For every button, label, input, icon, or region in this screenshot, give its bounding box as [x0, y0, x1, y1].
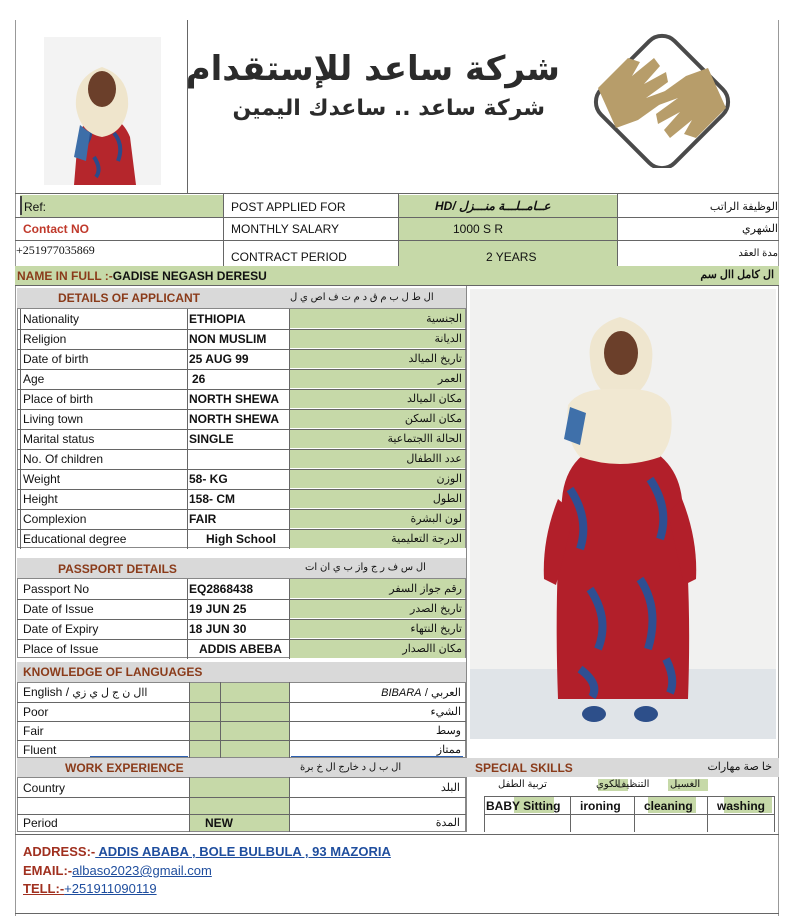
- name-label-ar: ال كامل اال سم: [700, 269, 774, 281]
- details-row-value: High School: [206, 532, 276, 546]
- details-title: DETAILS OF APPLICANT: [58, 291, 200, 305]
- language-level-label: Fluent: [23, 743, 57, 757]
- details-row-label: Age: [23, 372, 45, 386]
- contract-label: CONTRACT PERIOD: [231, 250, 347, 264]
- details-row-label: Date of birth: [23, 352, 89, 366]
- details-row-label: Nationality: [23, 312, 80, 326]
- work-title-ar: ال ب ل د خارج ال خ برة: [300, 762, 402, 773]
- language-level-label-ar: وسط: [436, 725, 461, 737]
- languages-title: KNOWLEDGE OF LANGUAGES: [23, 665, 203, 679]
- full-name-value: GADISE NEGASH DERESU: [112, 269, 267, 283]
- full-body-photo: [470, 289, 776, 739]
- passport-row-label-ar: مكان االصدار: [402, 643, 462, 655]
- details-row-label-ar: مكان الميالد: [406, 393, 462, 405]
- post-label-ar: الوظيفة الراتب: [709, 201, 778, 213]
- skills-title: SPECIAL SKILLS: [475, 761, 573, 775]
- hands-logo-icon: [588, 28, 736, 168]
- details-row-label: Complexion: [23, 512, 87, 526]
- skills-title-ar: خا صة مهارات: [707, 761, 772, 773]
- language-level-label: Fair: [23, 724, 44, 738]
- post-value: HD/ عــامــلـــة منـــزل: [435, 199, 551, 213]
- tell-link[interactable]: +251911090119: [64, 881, 157, 896]
- contact-value: +251977035869: [16, 243, 95, 257]
- skill-item: cleaning: [644, 799, 693, 813]
- skill-label-ar: تربية الطفل: [498, 779, 547, 790]
- details-row-label-ar: مكان السكن: [404, 413, 462, 425]
- work-country-label: Country: [23, 781, 66, 795]
- details-row-label: Educational degree: [23, 532, 127, 546]
- details-row-value: SINGLE: [189, 432, 234, 446]
- passport-row-label: Passport No: [23, 582, 90, 596]
- tell-line: TELL:-+251911090119: [23, 881, 157, 896]
- passport-row-label: Place of Issue: [23, 642, 99, 656]
- details-row-label-ar: الديانة: [434, 333, 462, 345]
- email-line: EMAIL:-albaso2023@gmail.com: [23, 863, 212, 878]
- contract-value: 2 YEARS: [486, 250, 537, 264]
- details-row-label: Marital status: [23, 432, 95, 446]
- address-line: ADDRESS:- ADDIS ABABA , BOLE BULBULA , 93 MAZORIA: [23, 844, 391, 859]
- details-row-label: No. Of children: [23, 452, 104, 466]
- work-title: WORK EXPERIENCE: [65, 761, 184, 775]
- passport-row-label: Date of Issue: [23, 602, 94, 616]
- salary-label: MONTHLY SALARY: [231, 222, 340, 236]
- details-row-label: Living town: [23, 412, 84, 426]
- address-value: ADDIS ABABA , BOLE BULBULA , 93 MAZORIA: [95, 844, 391, 859]
- details-title-ar: ال ط ل ب م ق د م ت ف اص ي ل: [290, 292, 434, 303]
- details-row-label-ar: الجنسية: [426, 313, 462, 325]
- details-row-value: 26: [192, 372, 206, 386]
- passport-photo: [44, 37, 161, 185]
- passport-row-value: 18 JUN 30: [189, 622, 247, 636]
- passport-row-value: EQ2868438: [189, 582, 254, 596]
- details-row-value: FAIR: [189, 512, 217, 526]
- passport-row-label-ar: تاريخ النتهاء: [410, 623, 462, 635]
- details-row-value: 158- CM: [189, 492, 236, 506]
- skill-label-ar: الغسيل: [670, 779, 701, 790]
- work-country-ar: البلد: [440, 782, 460, 794]
- details-row-label-ar: عدد االطفال: [406, 453, 462, 465]
- company-logo: [185, 40, 590, 130]
- work-period-ar: المدة: [435, 817, 460, 829]
- details-row-label-ar: العمر: [437, 373, 462, 385]
- skill-label-ar: الكوي: [596, 779, 621, 790]
- details-row-value: NON MUSLIM: [189, 332, 267, 346]
- arabic-label: العربي / BIBARA: [381, 687, 461, 699]
- details-row-label-ar: الدرجة التعليمية: [391, 533, 462, 545]
- details-row-label: Religion: [23, 332, 67, 346]
- name-label: NAME IN FULL :-GADISE NEGASH DERESU: [17, 269, 267, 283]
- company-slogan: شركة ساعد .. ساعدك اليمين: [232, 96, 545, 121]
- skill-label-ar: التنظيف: [616, 779, 650, 790]
- details-row-label-ar: الطول: [432, 493, 462, 505]
- salary-value: 1000 S R: [453, 222, 504, 236]
- passport-row-label-ar: تاريخ الصدر: [410, 603, 462, 615]
- passport-title-ar: ال س ف ر ج واز ب ي ان ات: [305, 562, 426, 573]
- salary-label-ar: الشهري: [742, 223, 778, 235]
- details-row-value: ETHIOPIA: [189, 312, 246, 326]
- skill-item: ironing: [580, 799, 621, 813]
- work-period-label: Period: [23, 816, 58, 830]
- details-row-value: 25 AUG 99: [189, 352, 249, 366]
- details-row-label-ar: تاريخ الميالد: [408, 353, 462, 365]
- details-row-label-ar: الحالة االجتماعية: [387, 433, 462, 445]
- email-link[interactable]: albaso2023@gmail.com: [72, 863, 212, 878]
- details-row-label: Weight: [23, 472, 61, 486]
- ref-label: Ref:: [24, 200, 47, 214]
- passport-row-label-ar: رقم جواز السفر: [389, 583, 462, 595]
- post-label: POST APPLIED FOR: [231, 200, 346, 214]
- details-row-value: NORTH SHEWA: [189, 392, 279, 406]
- details-row-value: NORTH SHEWA: [189, 412, 279, 426]
- language-level-label: Poor: [23, 705, 49, 719]
- passport-title: PASSPORT DETAILS: [58, 562, 177, 576]
- english-label: English / اال ن ج ل ي زي: [23, 685, 148, 699]
- contract-label-ar: مدة العقد: [738, 248, 778, 259]
- details-row-label: Place of birth: [23, 392, 94, 406]
- details-row-label-ar: الوزن: [436, 473, 462, 485]
- passport-row-label: Date of Expiry: [23, 622, 99, 636]
- skill-item: washing: [717, 799, 766, 813]
- passport-row-value: 19 JUN 25: [189, 602, 247, 616]
- passport-row-value: ADDIS ABEBA: [199, 642, 282, 656]
- details-row-label-ar: لون البشرة: [410, 513, 462, 525]
- details-row-value: 58- KG: [189, 472, 228, 486]
- skill-item: BABY Sitting: [486, 799, 561, 813]
- details-row-label: Height: [23, 492, 58, 506]
- language-level-label-ar: ممتاز: [436, 744, 461, 756]
- work-period-value: NEW: [205, 816, 233, 830]
- company-name: شركة ساعد للإستقدام: [185, 49, 560, 89]
- contact-label: Contact NO: [23, 222, 89, 236]
- language-level-label-ar: الشيء: [430, 706, 461, 718]
